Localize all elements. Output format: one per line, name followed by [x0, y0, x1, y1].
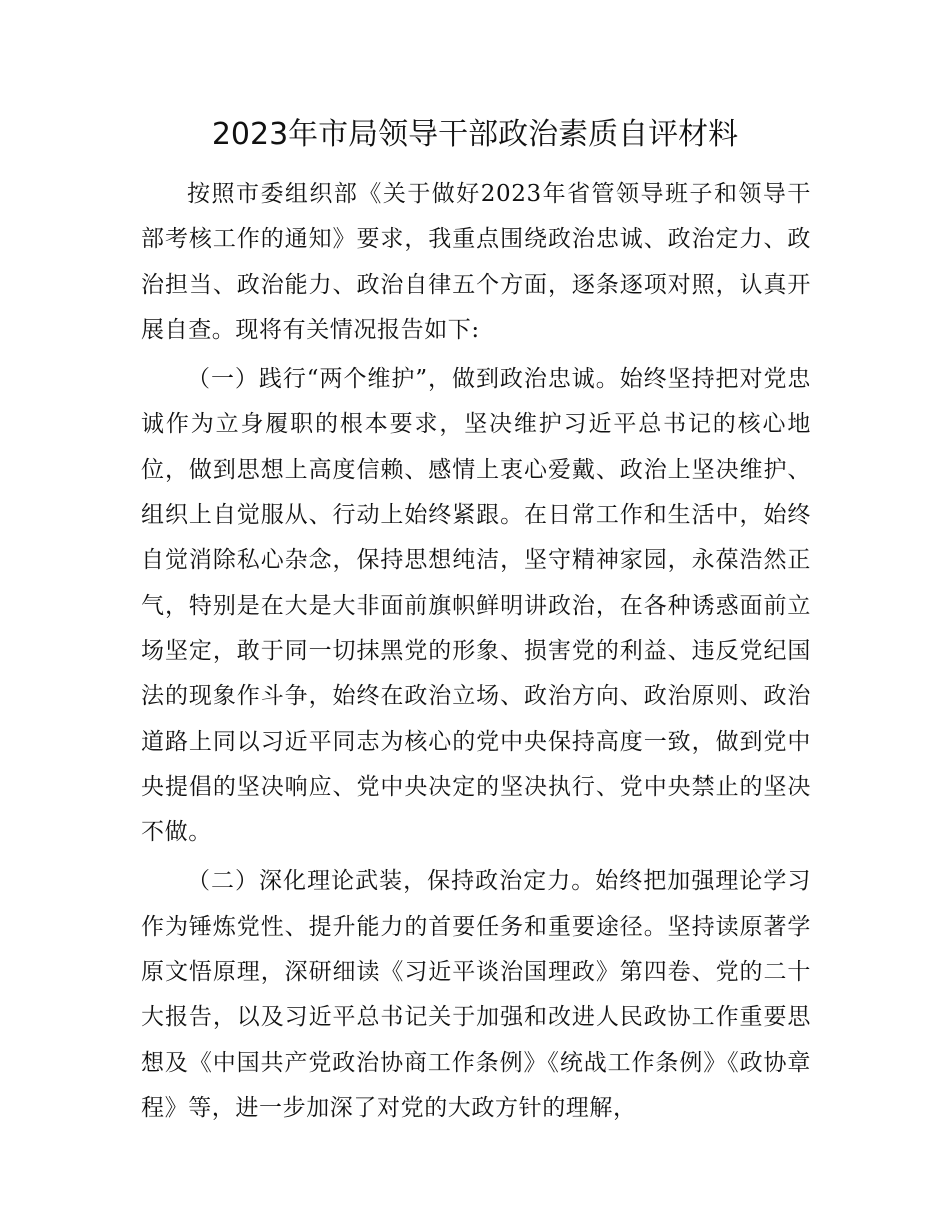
paragraph-section-2: （二）深化理论武装，保持政治定力。始终把加强理论学习作为锤炼党性、提升能力的首要任务和重要途径。坚持读原著学原文悟原理，深研细读《习近平谈治国理政》第四卷、党的二十大报告，以及习近平总书记关于加强和改进人民政协工作重要思想及《中国共产党政治协商工作条例》《统战工作条例》《政协章程》等，进一步加深了对党的大政方针的理解，: [141, 868, 811, 1121]
document-body: [141, 172, 811, 1131]
paragraph-intro: 按照市委组织部《关于做好2023年省管领导班子和领导干部考核工作的通知》要求，我重点围绕政治忠诚、政治定力、政治担当、政治能力、政治自律五个方面，逐条逐项对照，认真开展自查。现将有关情况报告如下:: [141, 181, 811, 343]
paragraph-section-1: （一）践行“两个维护”，做到政治忠诚。始终坚持把对党忠诚作为立身履职的根本要求，坚决维护习近平总书记的核心地位，做到思想上高度信赖、感情上衷心爱戴、政治上坚决维护、组织上自觉服从、行动上始终紧跟。在日常工作和生活中，始终自觉消除私心杂念，保持思想纯洁，坚守精神家园，永葆浩然正气，特别是在大是大非面前旗帜鲜明讲政治，在各种诱惑面前立场坚定，敢于同一切抹黑党的形象、损害党的利益、违反党纪国法的现象作斗争，始终在政治立场、政治方向、政治原则、政治道路上同以习近平同志为核心的党中央保持高度一致，做到党中央提倡的坚决响应、党中央决定的坚决执行、党中央禁止的坚决不做。: [141, 366, 811, 846]
document-title: 2023年市局领导干部政治素质自评材料: [211, 117, 739, 152]
